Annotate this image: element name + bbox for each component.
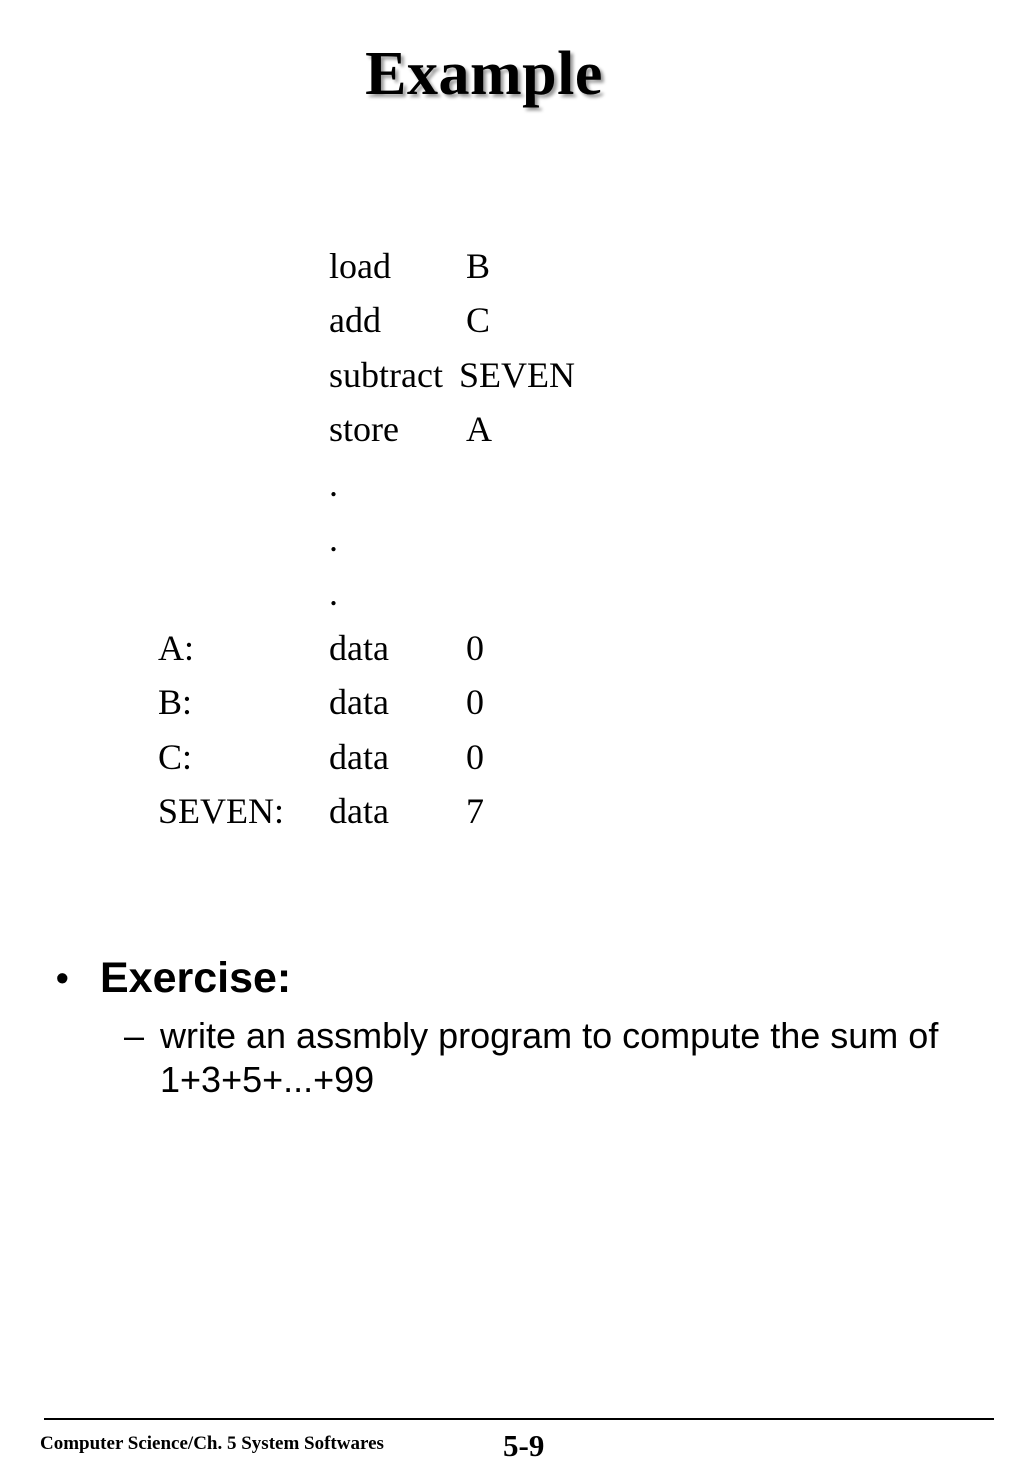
code-opcode: data (329, 682, 389, 722)
code-opcode: . (329, 519, 338, 559)
code-operand: 0 (466, 737, 484, 777)
code-label: A: (158, 628, 194, 668)
code-label: SEVEN: (158, 791, 284, 831)
code-operand: A (466, 409, 492, 449)
exercise-heading: Exercise: (100, 954, 292, 1002)
code-operand: B (466, 246, 491, 286)
code-operand: SEVEN (459, 355, 575, 395)
code-opcode: . (329, 464, 338, 504)
code-label: C: (158, 737, 193, 777)
code-operand: 0 (466, 682, 484, 722)
code-operand: 7 (466, 791, 484, 831)
footer-course-label: Computer Science/Ch. 5 System Softwares (40, 1433, 384, 1454)
code-opcode: store (329, 409, 399, 449)
code-opcode: subtract (329, 355, 443, 395)
footer-page-number: 5-9 (503, 1428, 545, 1463)
code-operand: C (466, 300, 491, 340)
slide-title: Example (365, 40, 603, 108)
bullet-icon: • (56, 957, 69, 998)
exercise-text: write an assmbly program to compute the sum of 1+3+5+...+99 (160, 1015, 939, 1100)
footer-divider (44, 1418, 994, 1420)
code-opcode: data (329, 628, 389, 668)
code-opcode: . (329, 573, 338, 613)
code-opcode: add (329, 300, 381, 340)
code-opcode: data (329, 791, 389, 831)
code-label: B: (158, 682, 193, 722)
code-opcode: load (329, 246, 391, 286)
code-operand: 0 (466, 628, 484, 668)
dash-icon: – (124, 1015, 145, 1056)
code-opcode: data (329, 737, 389, 777)
